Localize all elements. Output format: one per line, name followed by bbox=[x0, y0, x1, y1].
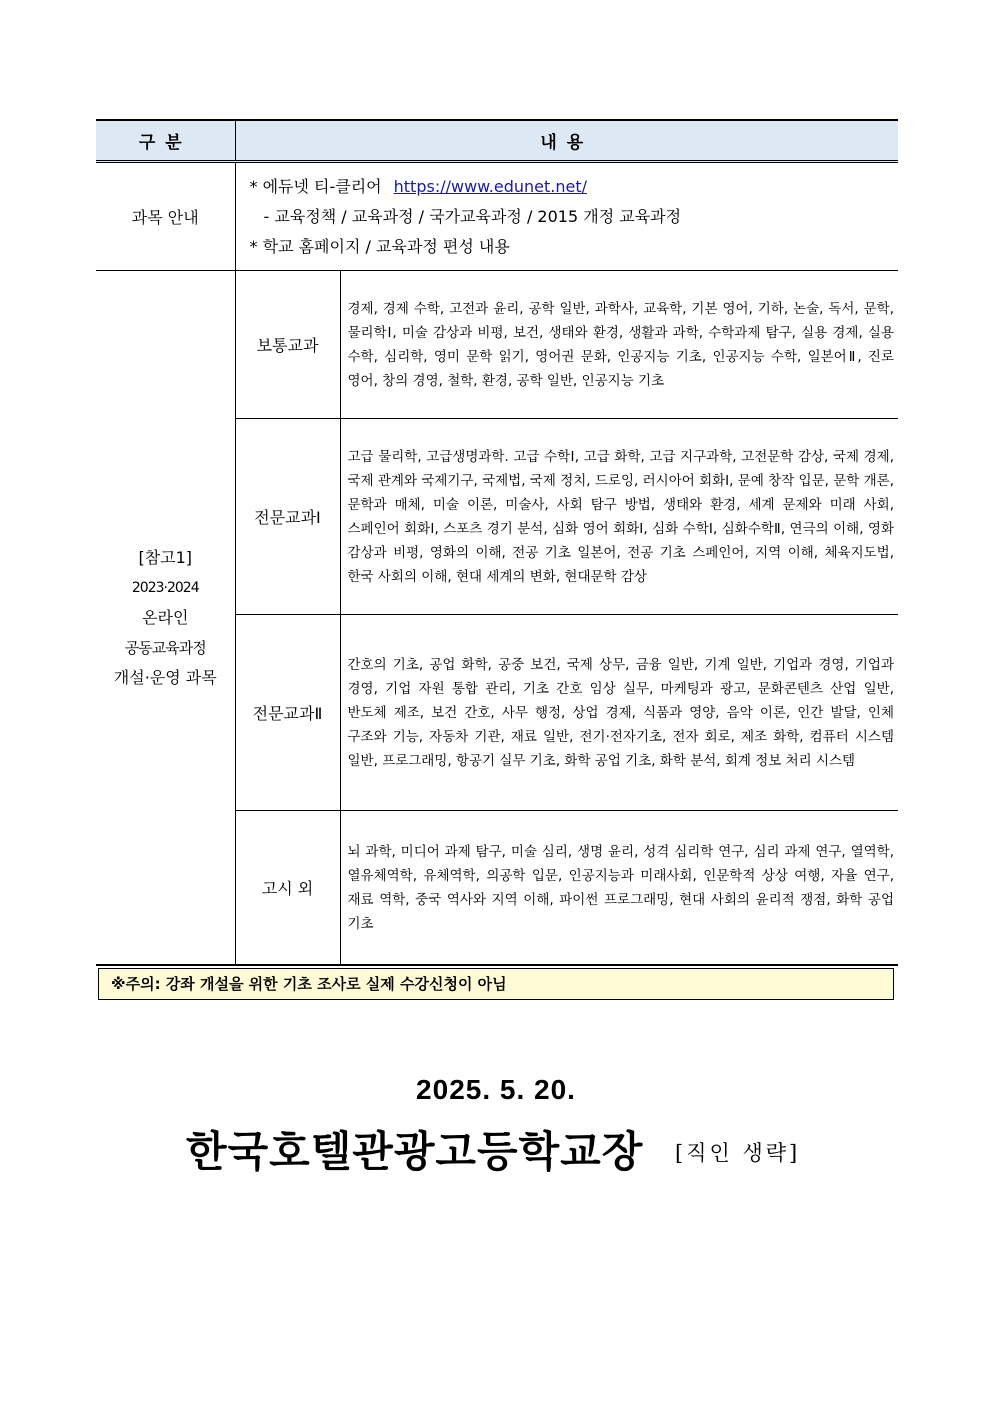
document-date: 2025. 5. 20. bbox=[416, 1074, 576, 1105]
reference-label-line: 개설·운영 과목 bbox=[113, 667, 217, 687]
reference-label-line: 공동교육과정 bbox=[124, 638, 206, 657]
info-line-1-text: * 에듀넷 티-클리어 bbox=[249, 176, 382, 196]
reference-label-line: 2023·2024 bbox=[131, 579, 199, 596]
reference-label bbox=[96, 271, 235, 966]
info-line-2: - 교육정책 / 교육과정 / 국가교육과정 / 2015 개정 교육과정 bbox=[263, 206, 682, 226]
subject-list-text: 뇌 과학, 미디어 과제 탐구, 미술 심리, 생명 윤리, 성격 심리학 연구, 심리 과제 연구, 열역학, 열유체역학, 유체역학, 의공학 입문, 인공지능과 미래사회, 인문학적 상상 여행, 자율 연구, 재료 역학, 중국 역사와 지역 이해, 파이썬 프로그래밍, 현대 사회의 윤리적 쟁점, 화학 공업 기초 bbox=[347, 843, 895, 932]
notice-box: ※주의: 강좌 개설을 위한 기초 조사로 실제 수강신청이 아님 bbox=[98, 968, 894, 1000]
course-table bbox=[96, 119, 898, 966]
edunet-link[interactable]: https://www.edunet.net/ bbox=[393, 176, 587, 196]
subject-list-text: 간호의 기초, 공업 화학, 공중 보건, 국제 상무, 금융 일반, 기계 일반, 기업과 경영, 기업과 경영, 기업 자원 통합 관리, 기초 간호 임상 실무, 마케팅과 광고, 문화콘텐츠 산업 일반, 반도체 제조, 보건 간호, 사무 행정, 상업 경제, 식품과 영양, 음악 이론, 인간 발달, 인체 구조와 기능, 자동차 기관, 재료 일반, 전기·전자기초, 전자 회로, 제조 화학, 컴퓨터 시스템 일반, 프로그래밍, 항공기 실무 기초, 화학 공업 기초, 화학 분석, 회계 정보 처리 시스템 bbox=[347, 656, 895, 769]
info-content bbox=[235, 162, 898, 271]
school-principal-name: 한국호텔관광고등학교장 bbox=[186, 1127, 644, 1176]
table-header-row bbox=[96, 120, 898, 162]
reference-label-line: 온라인 bbox=[142, 607, 189, 627]
subject-group-name: 전문교과Ⅰ bbox=[235, 419, 340, 615]
subject-list-text: 경제, 경제 수학, 고전과 윤리, 공학 일반, 과학사, 교육학, 기본 영어, 기하, 논술, 독서, 문학, 물리학Ⅰ, 미술 감상과 비평, 보건, 생태와 환경, 생활과 과학, 수학과제 탐구, 실용 경제, 실용 수학, 심리학, 영미 문학 읽기, 영어권 문화, 인공지능 기초, 인공지능 수학, 일본어Ⅱ, 진로 영어, 창의 경영, 철학, 환경, 공학 일반, 인공지능 기초 bbox=[347, 300, 895, 389]
subject-list-text: 고급 물리학, 고급생명과학. 고급 수학Ⅰ, 고급 화학, 고급 지구과학, 고전문학 감상, 국제 경제, 국제 관계와 국제기구, 국제법, 국제 정치, 드로잉, 러시아어 회화Ⅰ, 문예 창작 입문, 문학 개론, 문학과 매체, 미술 이론, 미술사, 사회 탐구 방법, 생태와 환경, 세계 문제와 미래 사회, 스페인어 회화Ⅰ, 스포츠 경기 분석, 심화 영어 회화Ⅰ, 심화 수학Ⅰ, 심화수학Ⅱ, 연극의 이해, 영화 감상과 비평, 영화의 이해, 전공 기초 일본어, 전공 기초 스페인어, 지역 이해, 체육지도법, 한국 사회의 이해, 현대 세계의 변화, 현대문학 감상 bbox=[347, 448, 895, 585]
subject-group-name: 전문교과Ⅱ bbox=[235, 615, 340, 811]
info-line-1 bbox=[250, 172, 899, 202]
table-row bbox=[96, 271, 898, 419]
subject-list bbox=[340, 271, 898, 419]
info-label: 과목 안내 bbox=[96, 162, 235, 271]
info-line-3: * 학교 홈페이지 / 교육과정 편성 내용 bbox=[249, 236, 510, 256]
reference-label-line: [참고1] bbox=[138, 547, 193, 567]
subject-list bbox=[340, 419, 898, 615]
subject-group-name: 고시 외 bbox=[235, 811, 340, 966]
subject-list bbox=[340, 615, 898, 811]
subject-group-name: 보통교과 bbox=[235, 271, 340, 419]
seal-omitted: [직인 생략] bbox=[675, 1141, 801, 1165]
header-category: 구분 bbox=[96, 120, 235, 162]
info-row bbox=[96, 162, 898, 271]
header-content: 내용 bbox=[235, 120, 898, 162]
subject-list bbox=[340, 811, 898, 966]
